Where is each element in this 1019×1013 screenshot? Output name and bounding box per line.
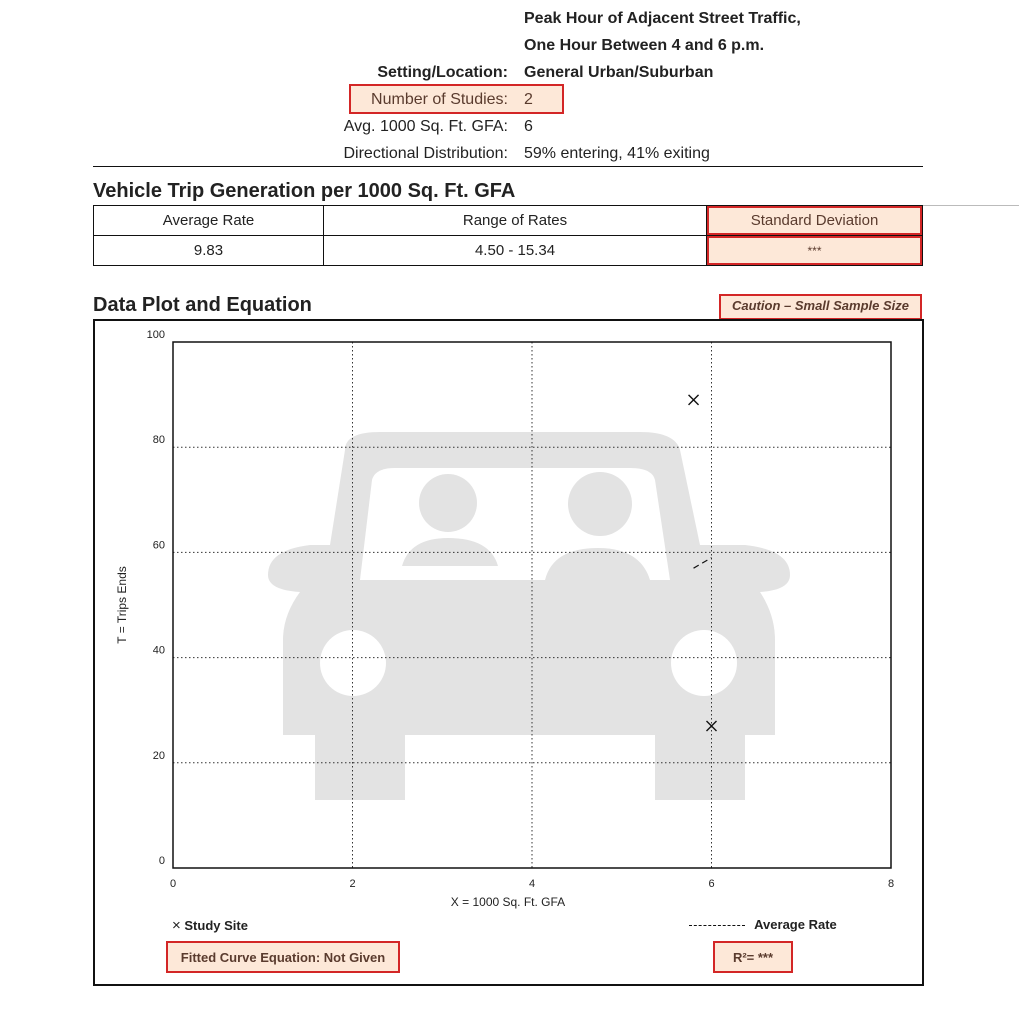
header-range-of-rates: Range of Rates	[324, 206, 707, 236]
value-range-of-rates: 4.50 - 15.34	[324, 236, 707, 266]
legend-study-site	[172, 917, 248, 934]
study-site-marker-icon: ×	[172, 917, 181, 934]
legend-average-rate-label: Average Rate	[754, 917, 837, 932]
y-axis-label: T = Trips Ends	[115, 566, 129, 644]
y-tick-label: 60	[152, 539, 165, 552]
x-tick-label: 6	[708, 878, 715, 890]
legend-average-rate	[689, 917, 837, 932]
x-tick-label: 2	[349, 878, 356, 890]
setting-label: Setting/Location:	[377, 64, 508, 81]
studies-value: 2	[524, 91, 533, 108]
average-rate-line-icon	[689, 925, 745, 926]
gfa-label: Avg. 1000 Sq. Ft. GFA:	[343, 118, 508, 135]
time-period-line-2: One Hour Between 4 and 6 p.m.	[524, 37, 765, 54]
value-standard-deviation: ***	[707, 236, 923, 266]
x-tick-label: 0	[169, 878, 177, 890]
distribution-value: 59% entering, 41% exiting	[524, 145, 710, 162]
header-average-rate: Average Rate	[94, 206, 324, 236]
value-average-rate: 9.83	[94, 236, 324, 266]
setting-value: General Urban/Suburban	[524, 64, 714, 81]
header-standard-deviation: Standard Deviation	[707, 206, 923, 236]
distribution-label: Directional Distribution:	[343, 145, 508, 162]
y-tick-label: 20	[152, 749, 165, 762]
y-tick-label: 80	[152, 434, 165, 447]
rates-title: Vehicle Trip Generation per 1000 Sq. Ft. GFA	[93, 180, 516, 202]
legend-study-site-label: Study Site	[184, 918, 248, 933]
y-tick-label: 100	[146, 329, 165, 341]
x-tick-label: 4	[528, 878, 536, 890]
caution-label: Caution – Small Sample Size	[732, 298, 909, 313]
x-tick-label: 8	[887, 878, 895, 890]
r-squared-value: R²= ***	[732, 950, 774, 965]
gfa-value: 6	[524, 118, 533, 135]
plot-title: Data Plot and Equation	[93, 294, 312, 316]
time-period-line-1: Peak Hour of Adjacent Street Traffic,	[524, 10, 801, 27]
studies-label: Number of Studies:	[371, 91, 508, 108]
study-site-point	[689, 395, 699, 405]
fitted-curve-equation: Fitted Curve Equation: Not Given	[180, 950, 386, 965]
y-tick-label: 40	[152, 644, 165, 657]
y-tick-label: 0	[158, 855, 165, 867]
x-axis-label: X = 1000 Sq. Ft. GFA	[450, 895, 566, 909]
